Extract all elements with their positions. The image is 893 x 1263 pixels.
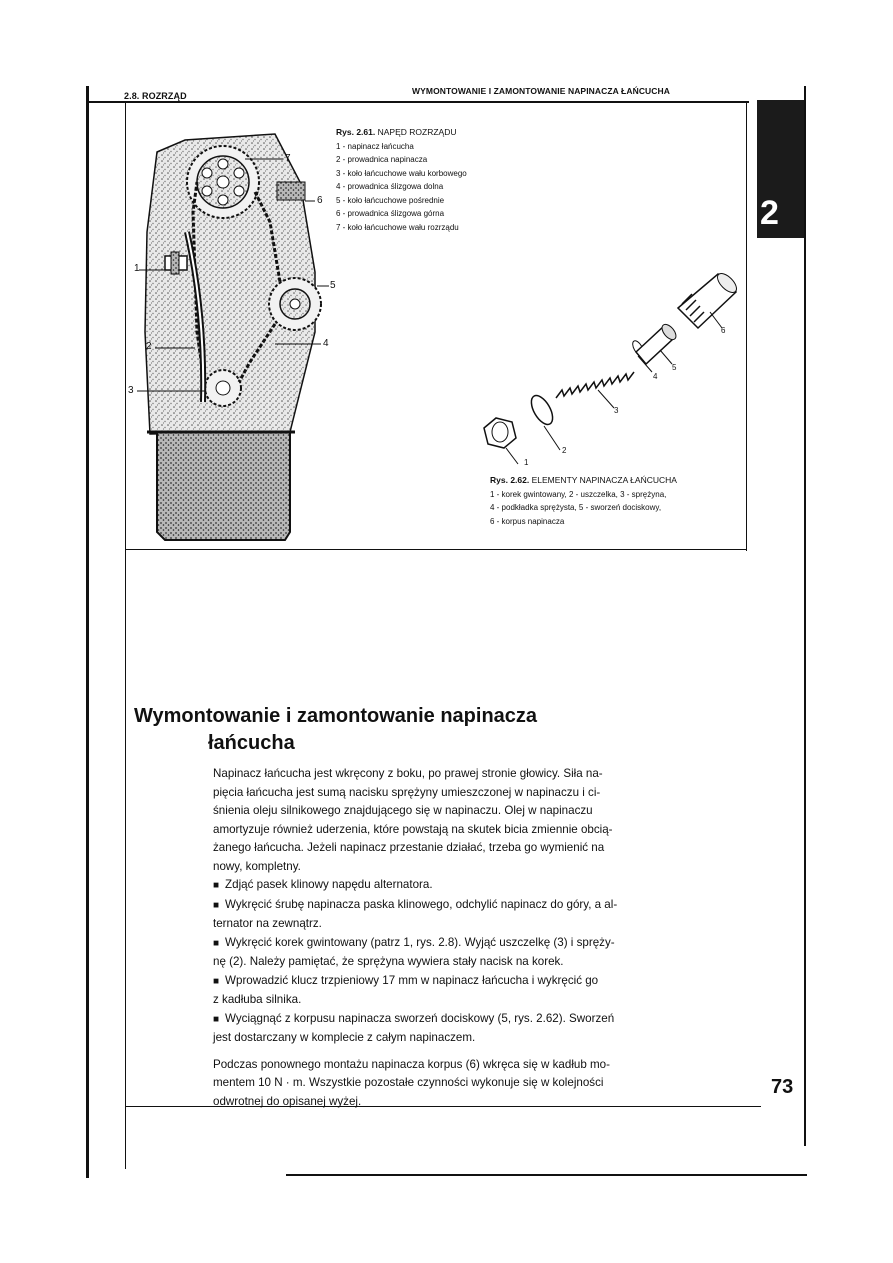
spring-part (556, 372, 634, 398)
step-3-line-1: ■ Wykręcić korek gwintowany (patrz 1, rys. 2.8). Wyjąć uszczelkę (3) i spręży- (213, 934, 683, 954)
article-title (134, 703, 537, 757)
fig61-legend-5: 5 - koło łańcuchowe pośrednie (336, 195, 445, 205)
fig61-callout-1: 1 (134, 263, 140, 274)
fig61-callout-5: 5 (330, 280, 336, 291)
intro-line-1: Napinacz łańcucha jest wkręcony z boku, po prawej stronie głowicy. Siła na- (213, 767, 603, 780)
header-section-label: 2.8. ROZRZĄD (124, 91, 187, 101)
right-edge-rule (804, 86, 806, 1146)
fig62-legend-line-3: 6 - korpus napinacza (490, 516, 565, 526)
header-running-title: WYMONTOWANIE I ZAMONTOWANIE NAPINACZA ŁAŃCUCHA (412, 86, 671, 96)
intro-line-4: amortyzuje również uderzenia, które powstają na skutek bicia zmiennie obcią- (213, 822, 613, 836)
step-1: ■ Zdjąć pasek klinowy napędu alternatora. (213, 876, 683, 896)
upper-slide-guide (277, 182, 305, 200)
fig62-callout-4: 4 (653, 372, 658, 381)
fig61-legend-2: 2 - prowadnica napinacza (336, 155, 428, 164)
closing-line-1: Podczas ponownego montażu napinacza korpus (6) wkręca się w kadłub mo- (213, 1057, 610, 1071)
closing-line-2: mentem 10 N · m. Wszystkie pozostałe czynności wykonuje się w kolejności (213, 1076, 604, 1089)
fig61-callout-4: 4 (323, 338, 329, 349)
intro-line-2: pięcia łańcucha jest sumą nacisku sprężyny umieszczonej w napinaczu i ci- (213, 785, 601, 799)
step-4-line-1: ■ Wprowadzić klucz trzpieniowy 17 mm w napinacz łańcucha i wykręcić go (213, 972, 683, 992)
step-4-line-2: z kadłuba silnika. (213, 993, 302, 1006)
figure-bottom-rule (125, 549, 747, 550)
fig62-callout-5: 5 (672, 363, 677, 372)
fig61-legend-1: 1 - napinacz łańcucha (336, 141, 414, 151)
fig62-legend-line-1: 1 - korek gwintowany, 2 - uszczelka, 3 - sprężyna, (490, 489, 667, 499)
tensioner-parts-illustration (478, 268, 740, 468)
left-margin-rule (86, 86, 89, 1178)
fig62-legend-line-2: 4 - podkładka sprężysta, 5 - sworzeń dociskowy, (490, 503, 662, 512)
fig62-callout-2: 2 (562, 446, 567, 455)
plug-part (484, 418, 516, 448)
step-3-line-2: nę (2). Należy pamiętać, że sprężyna wywiera stały nacisk na korek. (213, 955, 564, 968)
fig61-callout-7: 7 (285, 153, 291, 164)
chain-tensioner (165, 252, 187, 274)
pressure-pin-part (636, 322, 679, 364)
intermediate-sprocket (269, 278, 321, 330)
parts-leader-lines (506, 312, 722, 464)
closing-line-3: odwrotnej do opisanej wyżej. (213, 1094, 362, 1108)
chapter-tab (757, 100, 804, 238)
fig61-caption-title: Rys. 2.61. NAPĘD ROZRZĄDU (336, 127, 457, 137)
intro-line-5: żanego łańcucha. Jeżeli napinacz przestanie działać, trzeba go wymienić na (213, 841, 605, 854)
step-5-line-2: jest dostarczany w komplecie z całym napinaczem. (213, 1031, 476, 1044)
fig61-caption (336, 126, 467, 234)
fig61-callout-2: 2 (146, 341, 152, 352)
fig62-callout-3: 3 (614, 406, 619, 415)
fig61-legend-6: 6 - prowadnica ślizgowa górna (336, 209, 445, 218)
content-right-rule (746, 101, 747, 551)
fig61-legend-7: 7 - koło łańcuchowe wału rozrządu (336, 222, 459, 232)
crankshaft-sprocket (205, 370, 241, 406)
step-2-line-2: ternator na zewnątrz. (213, 917, 322, 930)
fig61-legend-4: 4 - prowadnica ślizgowa dolna (336, 182, 444, 191)
chapter-tab-number: 2 (760, 194, 779, 232)
article-body (213, 765, 683, 1111)
fig61-callout-3: 3 (128, 385, 134, 396)
fig62-callout-6: 6 (721, 326, 726, 335)
header-rule (86, 101, 749, 103)
camshaft-sprocket (187, 146, 259, 218)
intro-line-3: śnienia oleju silnikowego znajdującego się w napinaczu. Olej w napinaczu (213, 804, 593, 817)
fig61-legend-3: 3 - koło łańcuchowe wału korbowego (336, 168, 467, 178)
tensioner-body-part (678, 270, 740, 328)
step-5-line-1: ■ Wyciągnąć z korpusu napinacza sworzeń dociskowy (5, rys. 2.62). Sworzeń (213, 1010, 683, 1030)
bottom-rule (286, 1174, 807, 1176)
article-title-line-1: Wymontowanie i zamontowanie napinacza (134, 705, 538, 727)
fig62-caption (490, 474, 677, 528)
timing-drive-illustration (125, 112, 347, 544)
step-2-line-1: ■ Wykręcić śrubę napinacza paska klinowego, odchylić napinacz do góry, a al- (213, 896, 683, 916)
fig62-caption-title: Rys. 2.62. ELEMENTY NAPINACZA ŁAŃCUCHA (490, 475, 677, 485)
seal-ring-part (527, 392, 557, 428)
article-title-line-2: łańcucha (208, 732, 295, 754)
intro-line-6: nowy, kompletny. (213, 859, 301, 873)
fig62-callout-1: 1 (524, 458, 529, 467)
page-number: 73 (771, 1076, 794, 1098)
fig61-callout-6: 6 (317, 195, 323, 206)
